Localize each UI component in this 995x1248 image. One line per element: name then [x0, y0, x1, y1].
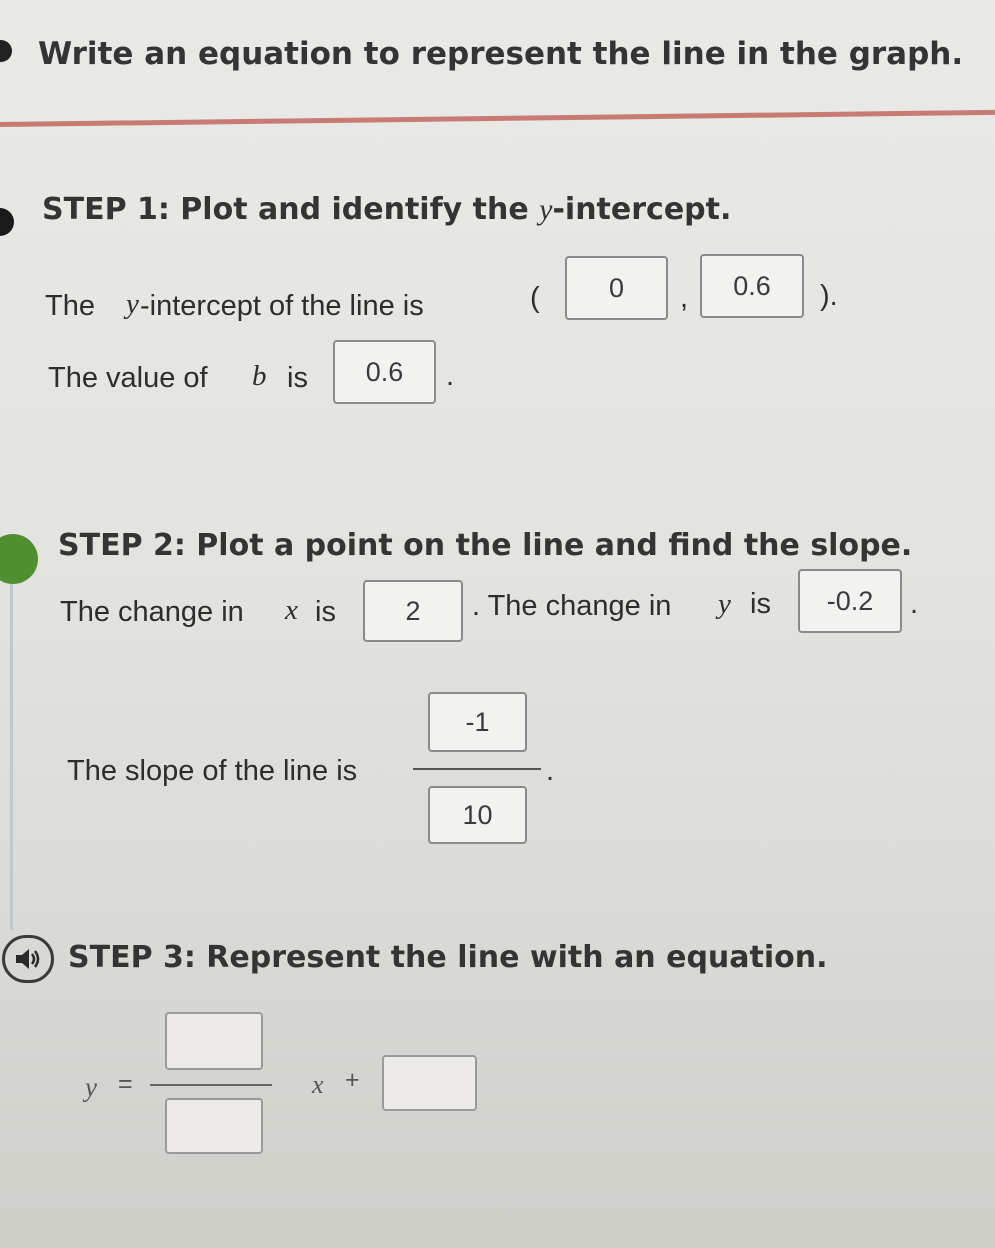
eq-plus: +	[345, 1066, 360, 1094]
yint-text: -intercept of the line is	[140, 290, 424, 322]
step-complete-marker-icon	[0, 534, 38, 584]
question-title: Write an equation to represent the line in the graph.	[38, 36, 964, 72]
yint-x-input[interactable]: 0	[565, 256, 668, 320]
change-x-var: x	[285, 594, 298, 626]
b-period: .	[446, 360, 455, 392]
step1-marker-icon	[0, 208, 14, 236]
paren-close: ).	[820, 280, 838, 312]
change-y-prefix: . The change in	[472, 590, 672, 622]
eq-equals: =	[118, 1070, 133, 1098]
eq-numerator-input[interactable]	[165, 1012, 263, 1070]
change-x-input[interactable]: 2	[363, 580, 463, 642]
b-is: is	[287, 362, 308, 394]
eq-denominator-input[interactable]	[165, 1098, 263, 1154]
change-x-is: is	[315, 596, 336, 628]
b-prefix: The value of	[48, 362, 208, 394]
eq-intercept-input[interactable]	[382, 1055, 477, 1111]
slope-numerator-input[interactable]: -1	[428, 692, 527, 752]
change-x-prefix: The change in	[60, 596, 244, 628]
audio-speaker-icon[interactable]	[2, 935, 54, 983]
slope-denominator-input[interactable]: 10	[428, 786, 527, 844]
b-value-input[interactable]: 0.6	[333, 340, 436, 404]
comma: ,	[680, 282, 689, 314]
step1-heading-var: y	[539, 193, 553, 226]
change-y-period: .	[910, 588, 919, 620]
step1-heading-text: STEP 1: Plot and identify the	[42, 192, 529, 227]
step1-heading-end: -intercept.	[552, 192, 732, 227]
b-var: b	[252, 360, 267, 392]
speaker-glyph-icon	[14, 947, 42, 971]
slope-fraction-bar	[413, 768, 541, 770]
step-connector-line	[10, 560, 13, 930]
eq-x: x	[312, 1070, 324, 1099]
step3-heading: STEP 3: Represent the line with an equation.	[68, 940, 828, 975]
yint-y-input[interactable]: 0.6	[700, 254, 804, 318]
slope-period: .	[546, 755, 555, 787]
step2-heading: STEP 2: Plot a point on the line and find the slope.	[58, 528, 913, 563]
eq-y: y	[85, 1072, 97, 1102]
change-y-is: is	[750, 588, 771, 620]
question-bullet-icon	[0, 40, 12, 62]
section-divider	[0, 110, 995, 127]
change-y-input[interactable]: -0.2	[798, 569, 902, 633]
slope-text: The slope of the line is	[67, 755, 358, 787]
yint-var: y	[126, 288, 139, 320]
eq-fraction-bar	[150, 1084, 272, 1086]
step1-heading	[42, 192, 731, 227]
paren-open: (	[530, 282, 540, 314]
change-y-var: y	[718, 588, 731, 620]
yint-prefix: The	[45, 290, 95, 322]
